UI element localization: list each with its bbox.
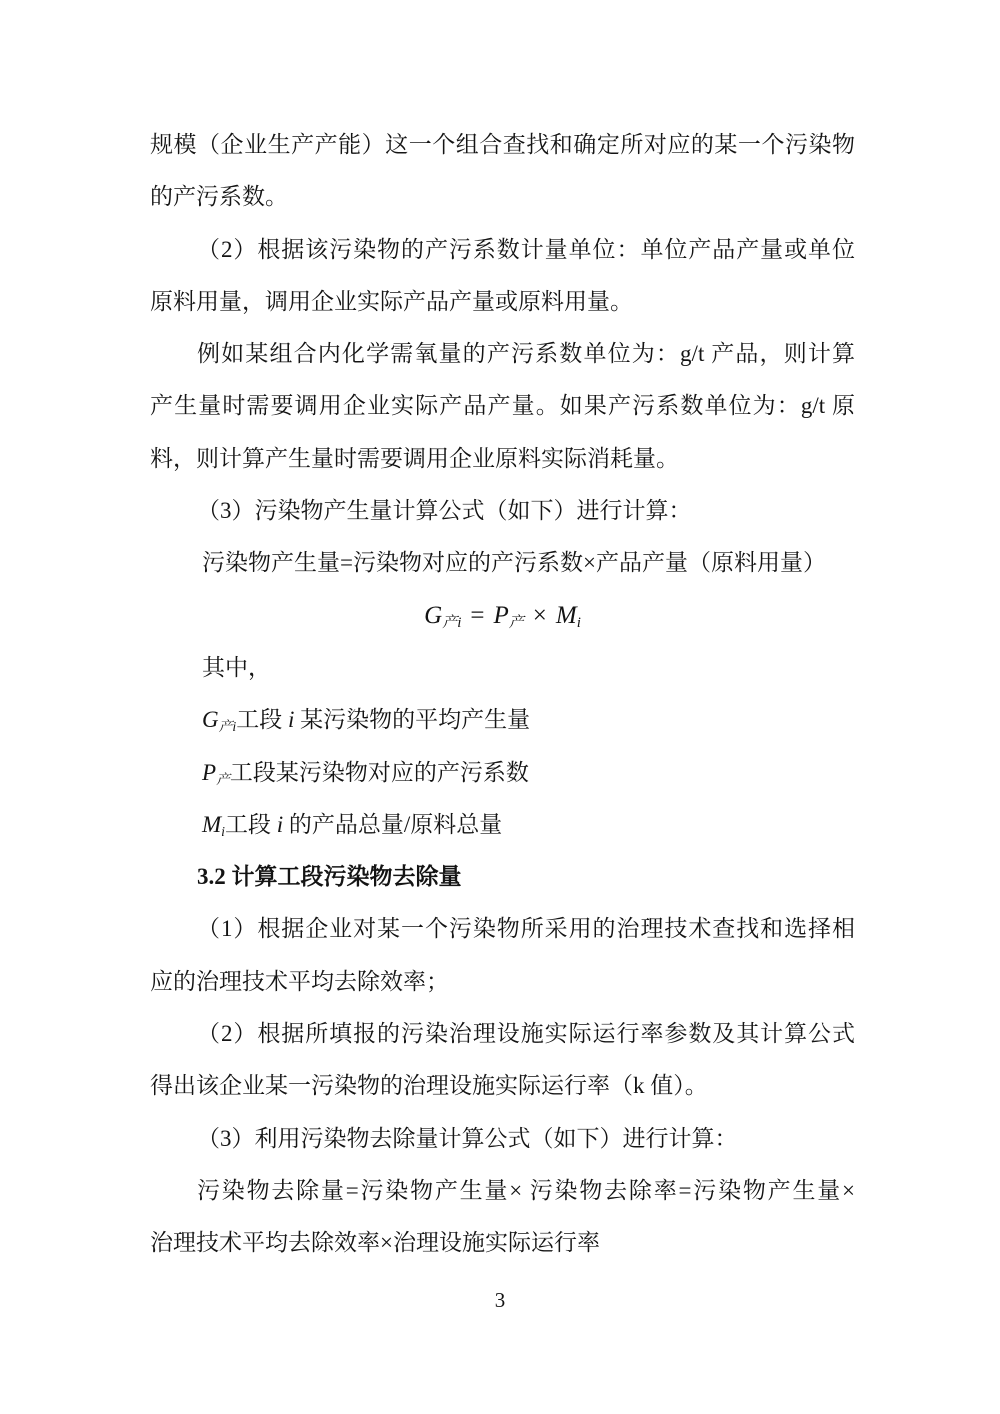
page-content [150, 119, 855, 1270]
def-m-text-2: 的产品总量/原料总量 [283, 811, 503, 837]
body-line-1: 规模（企业生产产能）这一个组合查找和确定所对应的某一个污染物 [150, 132, 855, 157]
def-g-text-2: 某污染物的平均产生量 [294, 707, 531, 733]
body-line-11: （1）根据企业对某一个污染物所采用的治理技术查找和选择相 [197, 916, 855, 942]
def-m-subscript: i [221, 823, 226, 839]
body-line-13: （2）根据所填报的污染治理设施实际运行率参数及其计算公式 [197, 1021, 855, 1047]
formula-p-subscript: 产 [508, 614, 524, 631]
body-line-15: （3）利用污染物去除量计算公式（如下）进行计算： [197, 1125, 738, 1151]
def-g-var: i [288, 707, 295, 733]
body-line-8: （3）污染物产生量计算公式（如下）进行计算： [197, 498, 692, 524]
body-line-3: （2）根据该污染物的产污系数计量单位：单位产品产量或单位 [197, 236, 855, 262]
formula-g-base: G [424, 601, 443, 629]
formula-m-subscript: i [576, 614, 581, 631]
section-heading-3-2: 3.2 计算工段污染物去除量 [197, 864, 462, 890]
def-g-subscript: 产i [218, 719, 237, 735]
body-line-5: 例如某组合内化学需氧量的产污系数单位为：g/t 产品，则计算 [197, 341, 855, 367]
def-m-var: i [276, 811, 284, 837]
body-line-4: 原料用量，调用企业实际产品产量或原料用量。 [150, 288, 633, 314]
formula-m-base: M [555, 601, 577, 629]
body-line-16: 污染物去除量=污染物产生量× 污染物去除率=污染物产生量× [197, 1177, 855, 1203]
definition-p [150, 747, 855, 799]
definition-m [150, 799, 855, 851]
def-g-text: 工段 [236, 707, 289, 733]
def-m-base: M [202, 811, 222, 837]
body-line-17: 治理技术平均去除效率×治理设施实际运行率 [150, 1230, 600, 1256]
def-m-text: 工段 [225, 811, 277, 837]
page-number: 3 [494, 1288, 506, 1312]
body-line-10: 其中， [202, 654, 271, 680]
formula-p-base: P [493, 601, 509, 629]
pollutant-generation-formula [150, 590, 855, 642]
formula-g-subscript: 产i [442, 614, 462, 631]
def-g-base: G [202, 707, 219, 733]
body-line-14: 得出该企业某一污染物的治理设施实际运行率（k 值）。 [150, 1073, 708, 1099]
def-p-base: P [202, 759, 217, 785]
multiplication-sign: × [532, 601, 547, 629]
equals-sign: = [470, 601, 485, 629]
definition-g [150, 694, 855, 746]
body-line-12: 应的治理技术平均去除效率； [150, 968, 449, 994]
def-p-subscript: 产 [216, 771, 230, 787]
body-line-6: 产生量时需要调用企业实际产品产量。如果产污系数单位为：g/t 原 [150, 393, 855, 419]
body-line-2: 的产污系数。 [150, 184, 288, 210]
body-line-7: 料，则计算产生量时需要调用企业原料实际消耗量。 [150, 445, 679, 471]
body-line-9: 污染物产生量=污染物对应的产污系数×产品产量（原料用量） [202, 550, 826, 576]
def-p-text: 工段某污染物对应的产污系数 [229, 759, 529, 785]
